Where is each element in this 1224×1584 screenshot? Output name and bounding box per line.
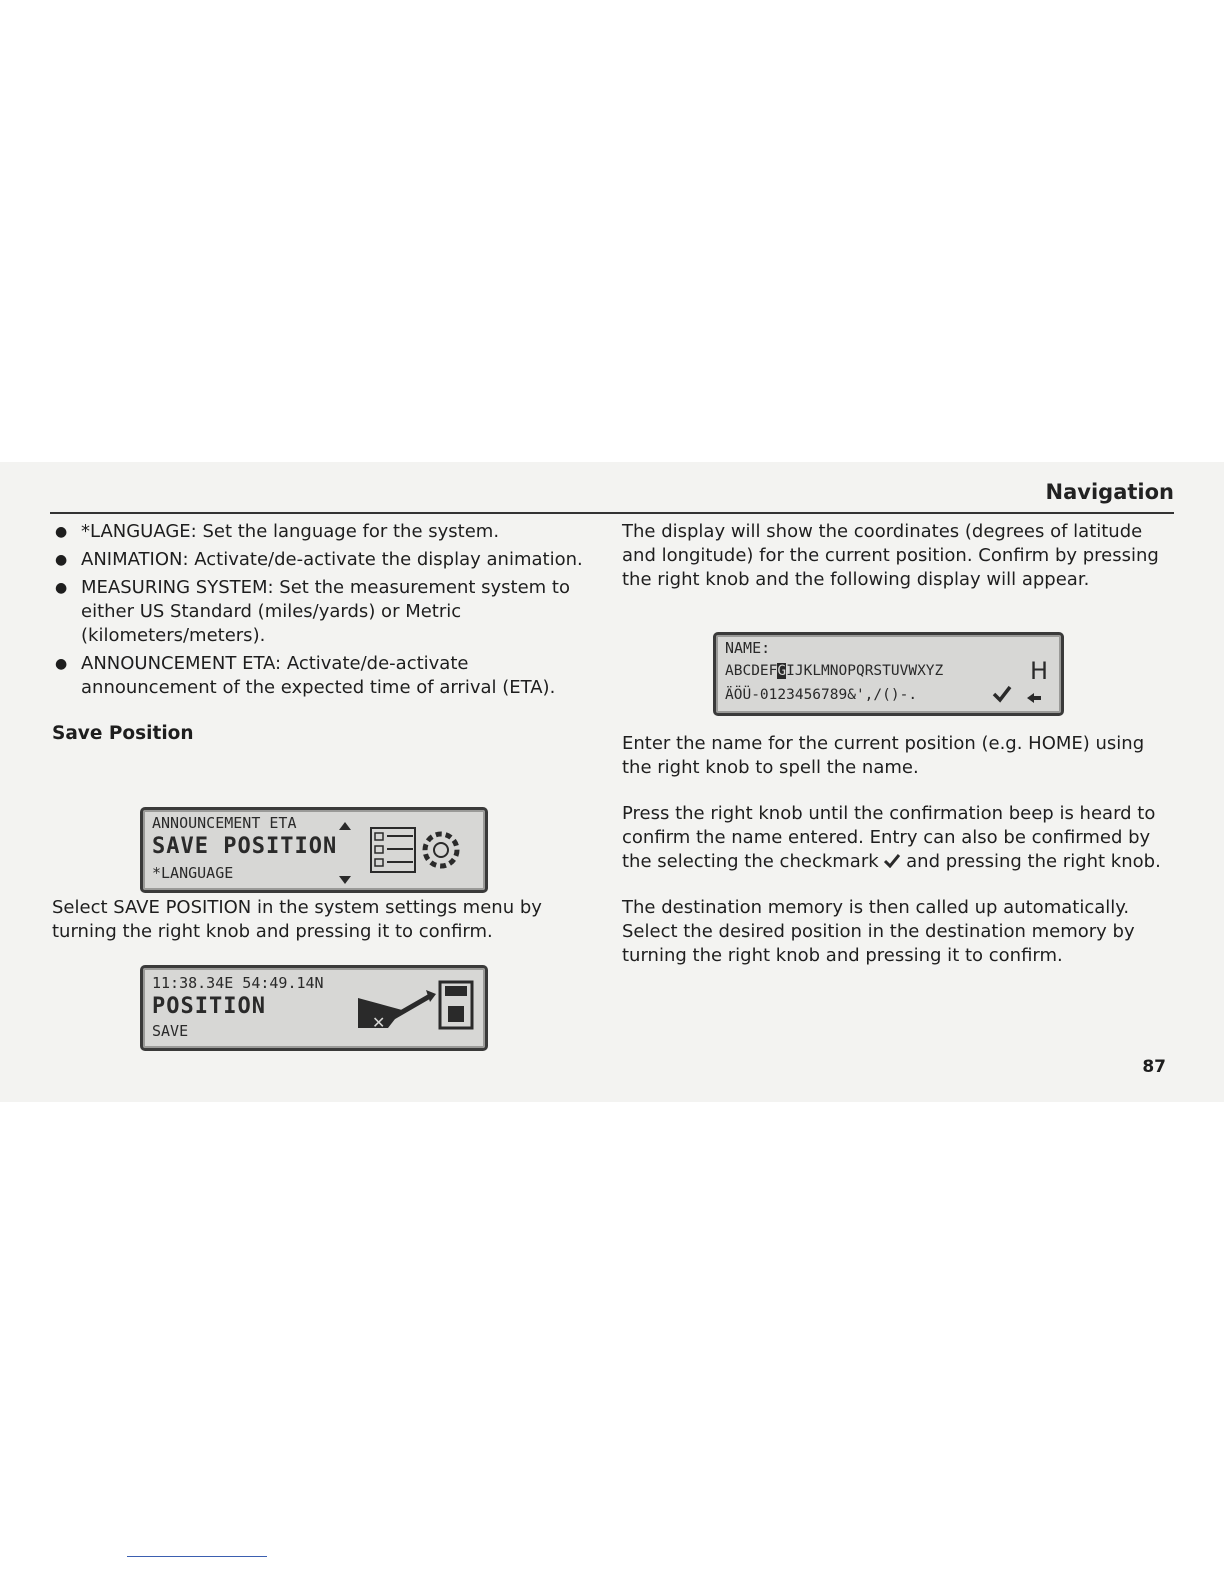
checkmark-icon bbox=[992, 685, 1012, 707]
right-column-lower bbox=[622, 732, 1174, 968]
triangle-up-icon bbox=[338, 816, 352, 835]
display-line-3: *LANGUAGE bbox=[152, 864, 234, 882]
save-flag-disk-icon bbox=[358, 978, 476, 1040]
selected-letter: G bbox=[777, 663, 787, 679]
bullet-icon: ● bbox=[55, 552, 68, 568]
bullet-icon: ● bbox=[55, 580, 68, 596]
section-title: Navigation bbox=[1045, 480, 1174, 504]
name-entry-display bbox=[713, 632, 1064, 716]
checkmark-icon bbox=[884, 851, 900, 872]
display-line-3: SAVE bbox=[152, 1022, 189, 1040]
bullet-icon: ● bbox=[55, 524, 68, 540]
display-line-1: ANNOUNCEMENT ETA bbox=[152, 814, 297, 832]
footer-link-underline bbox=[127, 1556, 267, 1557]
list-item: ● ANIMATION: Activate/de-activate the display animation. bbox=[55, 549, 583, 570]
confirm-name-text: Press the right knob until the confirmation beep is heard to confirm the name entered. Entry can also be confirmed by the selecting the checkmark and pressing the right knob. bbox=[622, 803, 1161, 872]
display-line-2: POSITION bbox=[152, 994, 266, 1019]
coordinates-line: 11:38.34E 54:49.14N bbox=[152, 974, 324, 992]
settings-list-gear-icon bbox=[369, 822, 473, 880]
list-item: ● *LANGUAGE: Set the language for the system. bbox=[55, 521, 500, 542]
enter-name-text: Enter the name for the current position (e.g. HOME) using the right knob to spell the name. bbox=[622, 733, 1145, 778]
left-column bbox=[52, 520, 607, 746]
destination-memory-text: The destination memory is then called up automatically. Select the desired position in the destination memory by turning the right knob and pressing it to confirm. bbox=[622, 897, 1135, 966]
bullet-icon: ● bbox=[55, 656, 68, 672]
settings-list bbox=[52, 520, 607, 700]
coordinates-description-text: The display will show the coordinates (degrees of latitude and longitude) for the current position. Confirm by pressing the right knob and the following display will appear. bbox=[622, 521, 1159, 590]
header-rule bbox=[50, 512, 1174, 514]
triangle-down-icon bbox=[338, 870, 352, 889]
page-number: 87 bbox=[1142, 1057, 1166, 1077]
save-position-display bbox=[140, 965, 488, 1051]
alphabet-line: ABCDEFGIJKLMNOPQRSTUVWXYZ bbox=[725, 663, 944, 679]
symbols-line: ÄÖÜ-0123456789&',/()-. bbox=[725, 687, 918, 703]
list-item: ● ANNOUNCEMENT ETA: Activate/de-activate announcement of the expected time of arrival (ETA). bbox=[55, 653, 556, 698]
right-column bbox=[622, 520, 1174, 592]
display-line-1: NAME: bbox=[725, 639, 771, 657]
svg-text:✕: ✕ bbox=[372, 1013, 386, 1032]
system-settings-display bbox=[140, 807, 488, 893]
save-position-heading: Save Position bbox=[52, 723, 194, 744]
back-arrow-icon bbox=[1026, 689, 1042, 708]
display-line-2: SAVE POSITION bbox=[152, 834, 338, 859]
select-save-position-text: Select SAVE POSITION in the system settings menu by turning the right knob and pressing it to confirm. bbox=[52, 897, 542, 942]
manual-page bbox=[0, 462, 1224, 1102]
current-letter-preview: H bbox=[1030, 657, 1049, 685]
list-item: ● MEASURING SYSTEM: Set the measurement system to either US Standard (miles/yards) or Metric (kilometers/meters). bbox=[55, 577, 571, 646]
